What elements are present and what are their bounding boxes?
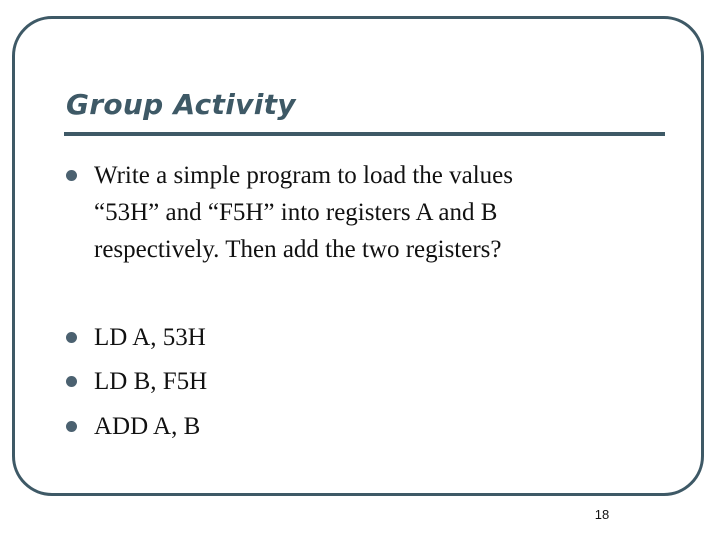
- title-underline: [64, 132, 665, 136]
- bullet-dot-icon: [66, 170, 77, 181]
- bullet-1-line-1: Write a simple program to load the values: [94, 162, 514, 189]
- bullet-dot-icon: [66, 421, 77, 432]
- bullet-3-text: LD B, F5H: [94, 368, 208, 395]
- bullet-2-text: LD A, 53H: [94, 324, 206, 351]
- bullet-dot-icon: [66, 332, 77, 343]
- bullet-dot-icon: [66, 376, 77, 387]
- page-number: 18: [594, 507, 610, 522]
- slide-title: Group Activity: [66, 88, 296, 121]
- bullet-4-text: ADD A, B: [94, 413, 201, 440]
- bullet-1-line-3: respectively. Then add the two registers?: [94, 236, 502, 263]
- bullet-1-line-2: “53H” and “F5H” into registers A and B: [94, 199, 498, 226]
